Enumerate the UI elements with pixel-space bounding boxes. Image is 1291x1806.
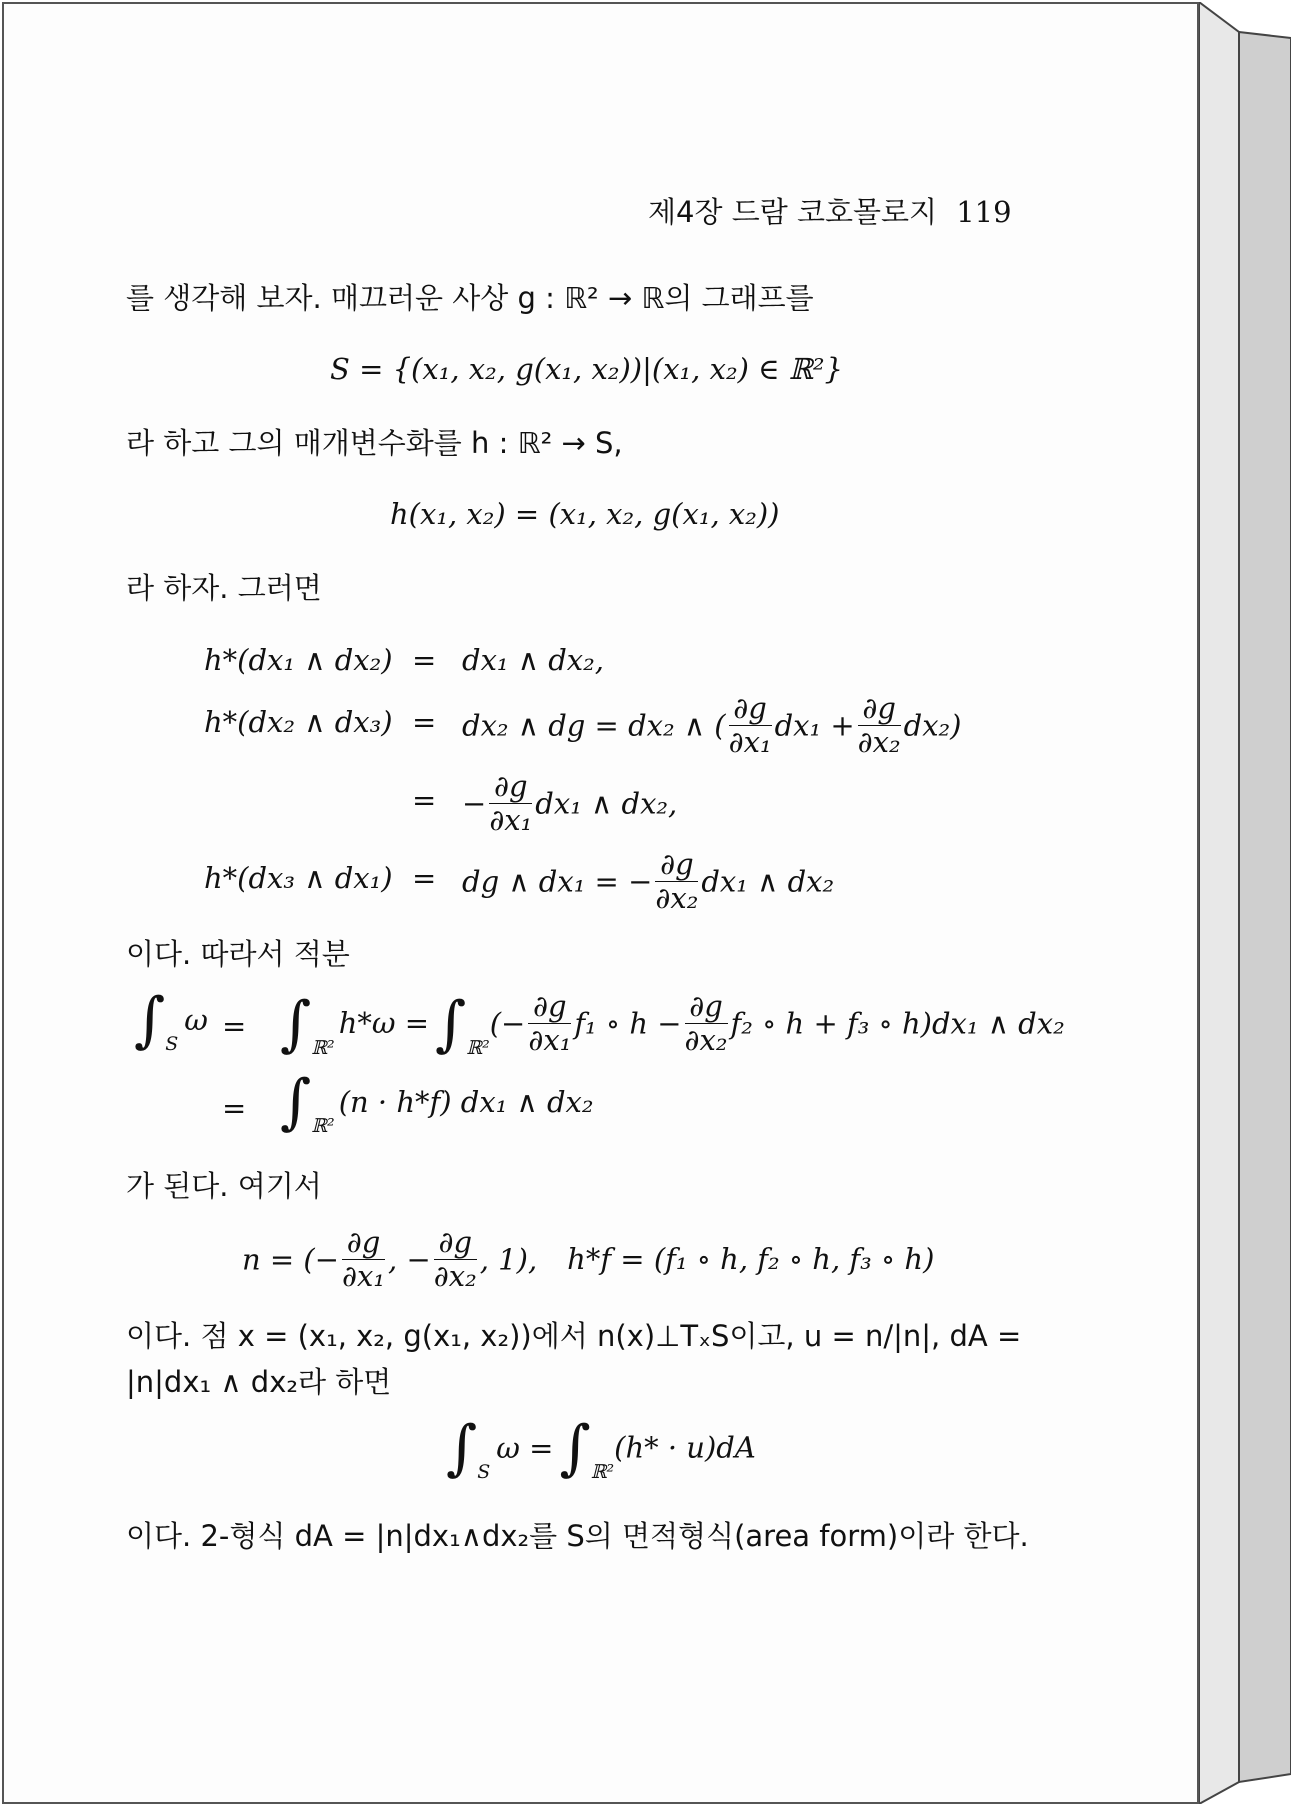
text-line-8: 이다. 2-형식 dA = |n|dx₁∧dx₂를 S의 면적형식(area form)이라 한다. bbox=[126, 1519, 1029, 1553]
align1-rhs2 bbox=[462, 692, 961, 760]
align1-eq-1: = bbox=[412, 643, 437, 677]
align1-rhs4 bbox=[462, 848, 834, 916]
frac-denominator: ∂x₂ bbox=[433, 1259, 477, 1294]
align1-rhs1: dx₁ ∧ dx₂, bbox=[462, 643, 604, 677]
final-middle: ω = bbox=[496, 1430, 554, 1465]
text-line-3: 라 하자. 그러면 bbox=[126, 571, 322, 605]
frac-numerator: ∂g bbox=[434, 1226, 477, 1260]
integral-sign: ∫ bbox=[446, 1413, 478, 1483]
frac-denominator: ∂x₂ bbox=[857, 725, 901, 760]
align1-rhs3 bbox=[462, 770, 677, 838]
running-header bbox=[648, 195, 1012, 229]
integral-subscript-r2: ℝ² bbox=[311, 1115, 335, 1137]
integral-sign: ∫ bbox=[435, 988, 467, 1059]
frac-numerator: ∂g bbox=[685, 990, 728, 1024]
frac-denominator: ∂x₂ bbox=[684, 1023, 728, 1058]
rhs2-part-a: dx₂ ∧ dg = dx₂ ∧ ( bbox=[462, 708, 726, 743]
frac-numerator: ∂g bbox=[858, 692, 901, 726]
frac-numerator: ∂g bbox=[489, 770, 532, 804]
book-spine-edge bbox=[1199, 2, 1291, 1804]
chapter-title: 제4장 드람 코호몰로지 bbox=[648, 195, 938, 229]
rhs1-part1: (− bbox=[489, 1006, 526, 1041]
text-line-5: 가 된다. 여기서 bbox=[126, 1169, 322, 1203]
integral-subscript-r2: ℝ² bbox=[590, 1461, 615, 1483]
align2-eq-2: = bbox=[222, 1091, 247, 1125]
frac-numerator: ∂g bbox=[528, 990, 571, 1024]
integral-subscript-r2: ℝ² bbox=[466, 1036, 490, 1059]
integral-subscript-s: S bbox=[477, 1461, 491, 1483]
equation-parametrization: h(x₁, x₂) = (x₁, x₂, g(x₁, x₂)) bbox=[390, 497, 780, 531]
align2-eq-1: = bbox=[222, 1009, 247, 1043]
fraction-dg-dx2 bbox=[434, 1226, 477, 1294]
integral-sign: ∫ bbox=[280, 988, 312, 1059]
n-mid: , − bbox=[388, 1242, 431, 1277]
hstar-omega: h*ω = bbox=[338, 1006, 430, 1041]
text-line-1: 를 생각해 보자. 매끄러운 사상 g : ℝ² → ℝ의 그래프를 bbox=[126, 281, 814, 315]
align1-lhs2: h*(dx₂ ∧ dx₃) bbox=[204, 705, 393, 739]
rhs2-part-b: dx₁ + bbox=[774, 708, 855, 743]
fraction-dg-dx2 bbox=[685, 990, 728, 1058]
pullback-f: h*f = (f₁ ∘ h, f₂ ∘ h, f₃ ∘ h) bbox=[567, 1242, 935, 1277]
fraction-dg-dx1 bbox=[489, 770, 532, 838]
fraction-dg-dx1 bbox=[729, 692, 772, 760]
align1-lhs1: h*(dx₁ ∧ dx₂) bbox=[204, 643, 393, 677]
omega: ω bbox=[184, 1002, 208, 1037]
align1-eq-4: = bbox=[412, 861, 437, 895]
frac-denominator: ∂x₂ bbox=[655, 881, 699, 916]
rhs2-part-c: dx₂) bbox=[903, 708, 962, 743]
align1-lhs4: h*(dx₃ ∧ dx₁) bbox=[204, 861, 393, 895]
rhs4-part-a: dg ∧ dx₁ = − bbox=[462, 864, 653, 899]
integral-S-omega bbox=[134, 985, 208, 1055]
integral-sign: ∫ bbox=[280, 1067, 312, 1137]
frac-denominator: ∂x₁ bbox=[728, 725, 772, 760]
integral-sign: ∫ bbox=[134, 985, 166, 1055]
final-rhs: (h* · u)dA bbox=[614, 1430, 756, 1465]
align1-eq-3: = bbox=[412, 783, 437, 817]
equation-area-integral bbox=[446, 1413, 756, 1483]
page-number: 119 bbox=[956, 195, 1012, 229]
frac-denominator: ∂x₁ bbox=[489, 803, 533, 838]
integral-subscript-s: S bbox=[165, 1033, 179, 1055]
integral-sign: ∫ bbox=[559, 1413, 591, 1483]
rhs1-part3: f₂ ∘ h + f₃ ∘ h)dx₁ ∧ dx₂ bbox=[730, 1006, 1065, 1041]
rhs3-part-a: − bbox=[462, 786, 487, 821]
align1-eq-2: = bbox=[412, 705, 437, 739]
fraction-dg-dx1 bbox=[528, 990, 571, 1058]
rhs4-part-b: dx₁ ∧ dx₂ bbox=[701, 864, 835, 899]
n-lhs: n = (− bbox=[242, 1242, 340, 1277]
frac-numerator: ∂g bbox=[342, 1226, 385, 1260]
fraction-dg-dx2 bbox=[655, 848, 698, 916]
integral-subscript-r2: ℝ² bbox=[311, 1036, 335, 1059]
frac-denominator: ∂x₁ bbox=[528, 1023, 572, 1058]
equation-normal-vector bbox=[242, 1226, 934, 1294]
text-line-7: |n|dx₁ ∧ dx₂라 하면 bbox=[126, 1365, 392, 1399]
align2-rhs2 bbox=[280, 1067, 594, 1137]
frac-numerator: ∂g bbox=[655, 848, 698, 882]
frac-numerator: ∂g bbox=[729, 692, 772, 726]
frac-denominator: ∂x₁ bbox=[342, 1259, 386, 1294]
rhs1-part2: f₁ ∘ h − bbox=[574, 1006, 682, 1041]
text-line-6: 이다. 점 x = (x₁, x₂, g(x₁, x₂))에서 n(x)⊥TₓS이고, u = n/|n|, dA = bbox=[126, 1319, 1022, 1353]
fraction-dg-dx1 bbox=[342, 1226, 385, 1294]
fraction-dg-dx2 bbox=[858, 692, 901, 760]
text-line-2: 라 하고 그의 매개변수화를 h : ℝ² → S, bbox=[126, 426, 623, 460]
rhs3-part-b: dx₁ ∧ dx₂, bbox=[535, 786, 678, 821]
align2-rhs1 bbox=[280, 990, 1065, 1058]
rhs2-content: (n · h*f) dx₁ ∧ dx₂ bbox=[338, 1084, 594, 1119]
equation-graph-set: S = {(x₁, x₂, g(x₁, x₂))|(x₁, x₂) ∈ ℝ²} bbox=[330, 352, 843, 386]
text-line-4: 이다. 따라서 적분 bbox=[126, 937, 350, 971]
n-end: , 1), bbox=[479, 1242, 538, 1277]
